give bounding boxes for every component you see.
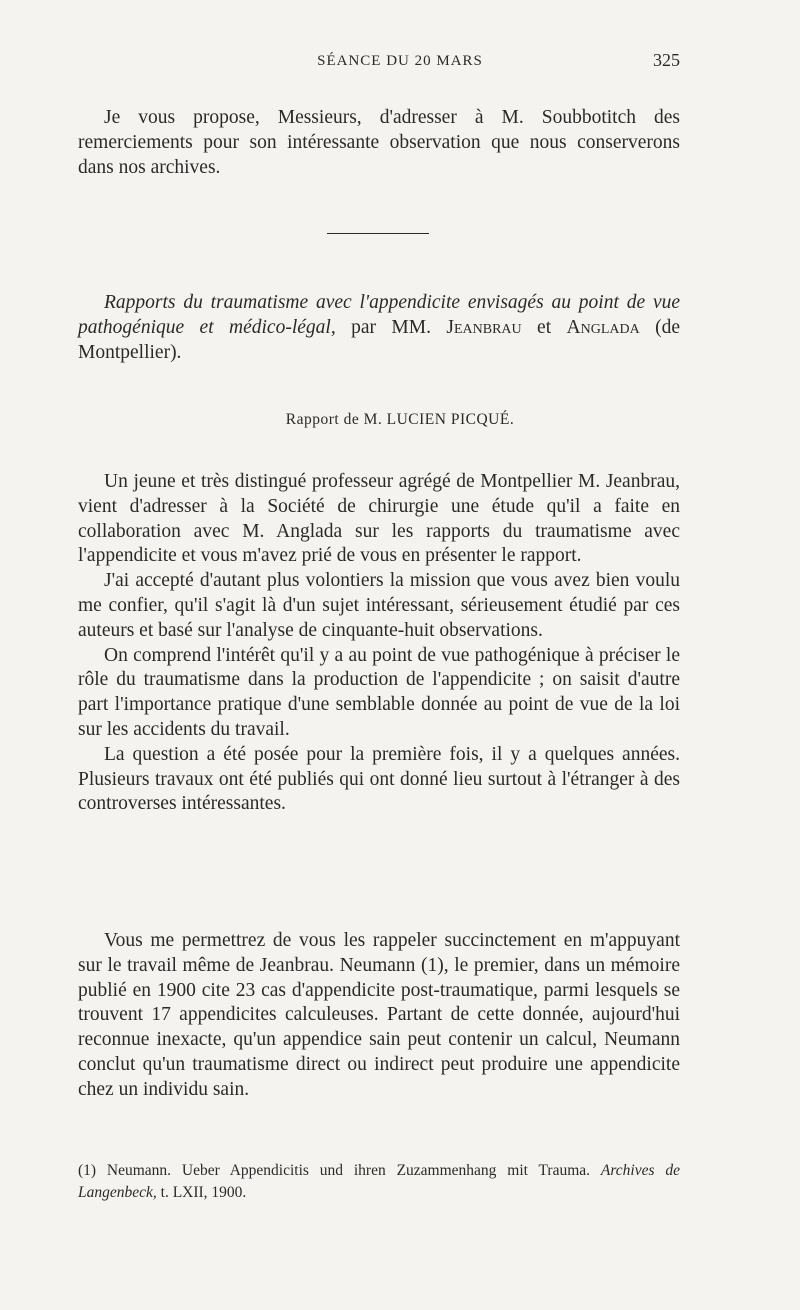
section-divider xyxy=(327,233,429,234)
body-group-1 xyxy=(78,470,680,817)
running-header: SÉANCE DU 20 MARS xyxy=(317,53,483,69)
body-paragraph: J'ai accepté d'autant plus volontiers la mission que vous avez bien voulu me confier, qu'il s'agit là d'un sujet intéressant, sérieusement étudié par ces auteurs et basé sur l'analyse de cinquante-huit observations. xyxy=(78,570,680,641)
body-group-2 xyxy=(78,929,680,1103)
body-paragraph: La question a été posée pour la première fois, il y a quelques années. Plusieurs travaux ont été publiés qui ont donné lieu surtout à l'étranger à des controverses intéressantes. xyxy=(78,743,680,815)
section-title-conjunction: et xyxy=(521,317,567,338)
footnote xyxy=(78,1160,680,1204)
footnote-text: (1) Neumann. Ueber Appendicitis und ihren Zuzammenhang mit Trauma. xyxy=(78,1162,591,1179)
body-paragraph: Vous me permettrez de vous les rappeler succinctement en m'appuyant sur le travail même de Jeanbrau. Neumann (1), le premier, dans un mémoire publié en 1900 cite 23 cas d'appendicite post-traumatique, parmi lesquels se trouvent 17 appendicites calculeuses. Partant de cette donnée, aujourd'hui reconnue inexacte, qu'un appendice sain peut contenir un calcul, Neumann conclut qu'un traumatisme direct ou indirect peut produire une appendicite chez un individu sain. xyxy=(78,930,680,1100)
author-anglada: Anglada xyxy=(566,317,640,338)
section-title-suffix: (de Montpellier). xyxy=(78,317,681,363)
footnote-ref: t. LXII, 1900. xyxy=(156,1184,247,1201)
body-paragraph: On comprend l'intérêt qu'il y a au point de vue pathogénique à préciser le rôle du traumatisme dans la production de l'appendicite ; on saisit d'autre part l'importance pratique d'une semblable donnée au point de vue de la loi sur les accidents du travail. xyxy=(78,644,680,740)
opening-paragraph: Je vous propose, Messieurs, d'adresser à M. Soubbotitch des remerciements pour son intéressante observation que nous conserverons dans nos archives. xyxy=(78,107,680,178)
body-paragraph: Un jeune et très distingué professeur agrégé de Montpellier M. Jeanbrau, vient d'adresser à la Société de chirurgie une étude qu'il a faite en collaboration avec M. Anglada sur les rapports du traumatisme avec l'appendicite et vous m'avez prié de vous en présenter le rapport. xyxy=(78,471,680,567)
report-title: Rapport de M. LUCIEN PICQUÉ. xyxy=(285,411,515,428)
page-number: 325 xyxy=(653,50,680,70)
section-title-italic: Rapports du traumatisme avec l'appendicite envisagés au point de vue pathogénique et médico-légal, xyxy=(78,292,680,338)
section-title xyxy=(78,290,680,365)
footnote-journal: Archives de Langenbeck, xyxy=(78,1162,680,1201)
opening-block xyxy=(78,106,680,180)
author-jeanbrau: Jeanbrau xyxy=(446,317,522,338)
section-title-authors-prefix: par MM. xyxy=(335,317,447,338)
section-title-text xyxy=(78,290,680,365)
